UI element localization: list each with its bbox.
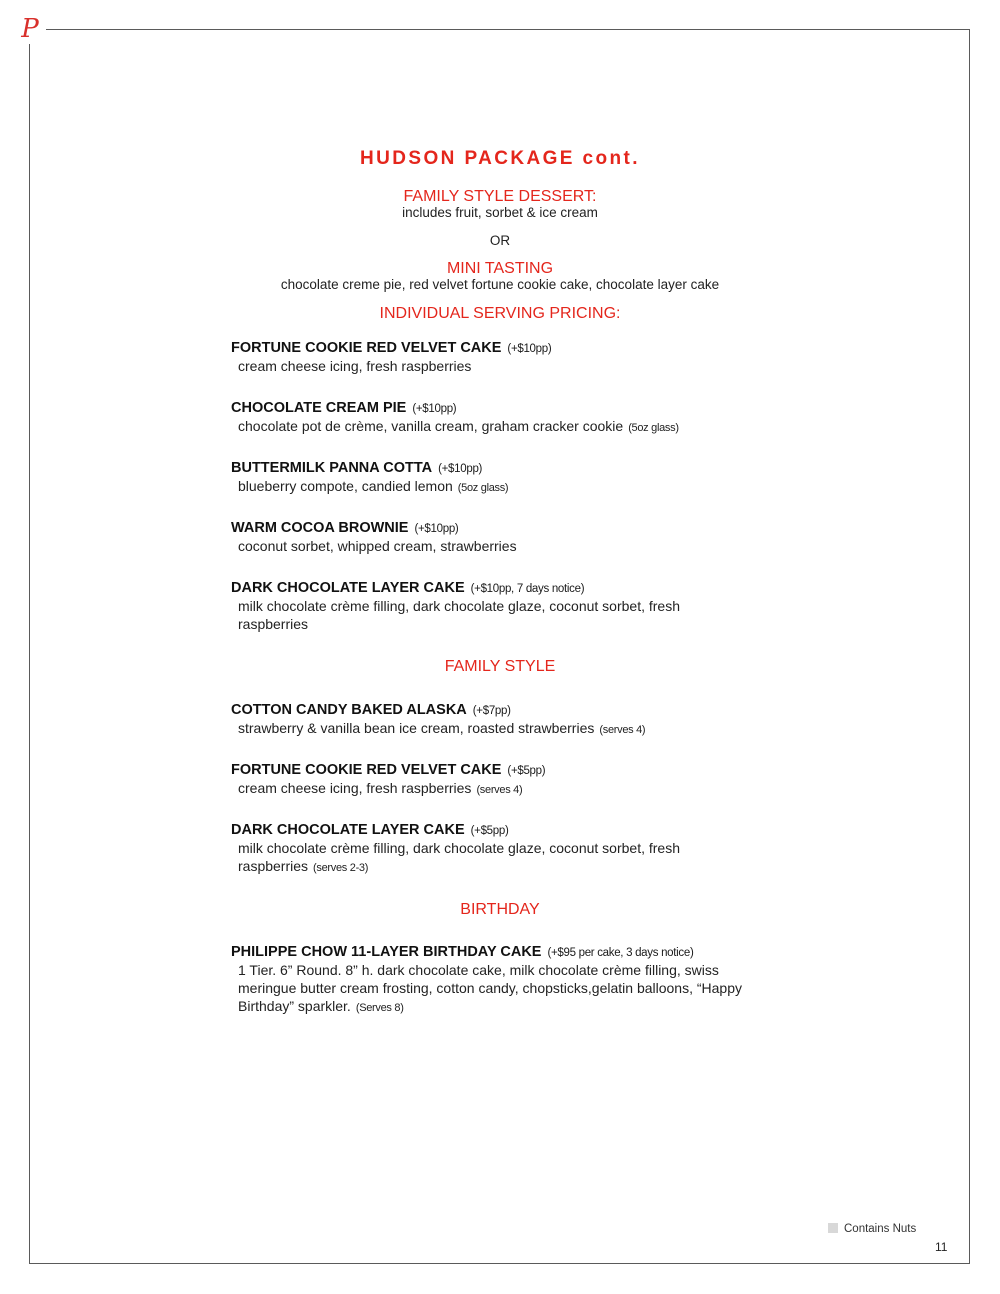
individual-heading: INDIVIDUAL SERVING PRICING: [379,305,621,322]
item-desc: milk chocolate crème filling, dark chocolate glaze, coconut sorbet, fresh raspberries [238,840,680,874]
item-name: DARK CHOCOLATE LAYER CAKE [231,580,465,596]
item-name: CHOCOLATE CREAM PIE [231,400,407,416]
menu-item [231,399,791,437]
page-number: 11 [935,1240,948,1254]
item-desc: strawberry & vanilla bean ice cream, roasted strawberries [238,720,595,736]
logo [14,14,46,44]
menu-item [231,519,791,555]
item-name: FORTUNE COOKIE RED VELVET CAKE [231,762,502,778]
legend-label: Contains Nuts [844,1223,917,1235]
mini-tasting-sub: chocolate creme pie, red velvet fortune cookie cake, chocolate layer cake [280,277,720,292]
item-note: (5oz glass) [628,422,679,434]
item-desc: 1 Tier. 6” Round. 8” h. dark chocolate cake, milk chocolate crème filling, swiss meringue butter cream frosting, cotton candy, chopsticks,gelatin balloons, “Happy Birthday” sparkler. [238,962,742,1014]
menu-item [231,821,721,877]
item-name: DARK CHOCOLATE LAYER CAKE [231,822,465,838]
mini-tasting-heading: MINI TASTING [446,260,554,277]
item-name: COTTON CANDY BAKED ALASKA [231,702,467,718]
nuts-legend [828,1223,916,1235]
item-note: (serves 2-3) [313,862,369,874]
item-price: (+$10pp) [414,523,459,535]
legend-swatch [828,1223,838,1233]
page-title: HUDSON PACKAGE cont. [360,148,640,169]
item-desc: cream cheese icing, fresh raspberries [238,780,472,796]
item-price: (+$5pp) [470,825,509,837]
menu-item [231,579,721,633]
item-price: (+$10pp) [438,463,483,475]
menu-item [231,459,791,497]
family-style-heading: FAMILY STYLE [444,658,556,675]
menu-item [231,339,791,375]
item-name: PHILIPPE CHOW 11-LAYER BIRTHDAY CAKE [231,944,542,960]
or-divider: OR [489,233,511,248]
item-price: (+$95 per cake, 3 days notice) [547,947,694,959]
item-price: (+$10pp) [412,403,457,415]
item-price: (+$10pp) [507,343,552,355]
item-note: (serves 4) [476,784,523,796]
menu-item [231,761,791,799]
item-desc: blueberry compote, candied lemon [238,478,453,494]
logo-letter: P [21,14,39,44]
item-name: WARM COCOA BROWNIE [231,520,409,536]
item-price: (+$7pp) [472,705,511,717]
item-note: (5oz glass) [457,482,509,494]
menu-item [231,701,791,739]
item-price: (+$5pp) [507,765,546,777]
menu-item [231,943,751,1017]
item-desc: coconut sorbet, whipped cream, strawberries [238,538,517,554]
item-desc: cream cheese icing, fresh raspberries [238,358,472,374]
item-desc: milk chocolate crème filling, dark chocolate glaze, coconut sorbet, fresh raspberries [238,598,680,632]
family-style-dessert-heading: FAMILY STYLE DESSERT: [403,188,597,205]
item-note: (Serves 8) [355,1002,404,1014]
birthday-heading: BIRTHDAY [460,901,540,918]
item-note: (serves 4) [599,724,646,736]
item-price: (+$10pp, 7 days notice) [470,583,585,595]
item-desc: chocolate pot de crème, vanilla cream, graham cracker cookie [238,418,624,434]
item-name: BUTTERMILK PANNA COTTA [231,460,433,476]
item-name: FORTUNE COOKIE RED VELVET CAKE [231,340,502,356]
family-style-dessert-sub: includes fruit, sorbet & ice cream [402,205,598,220]
